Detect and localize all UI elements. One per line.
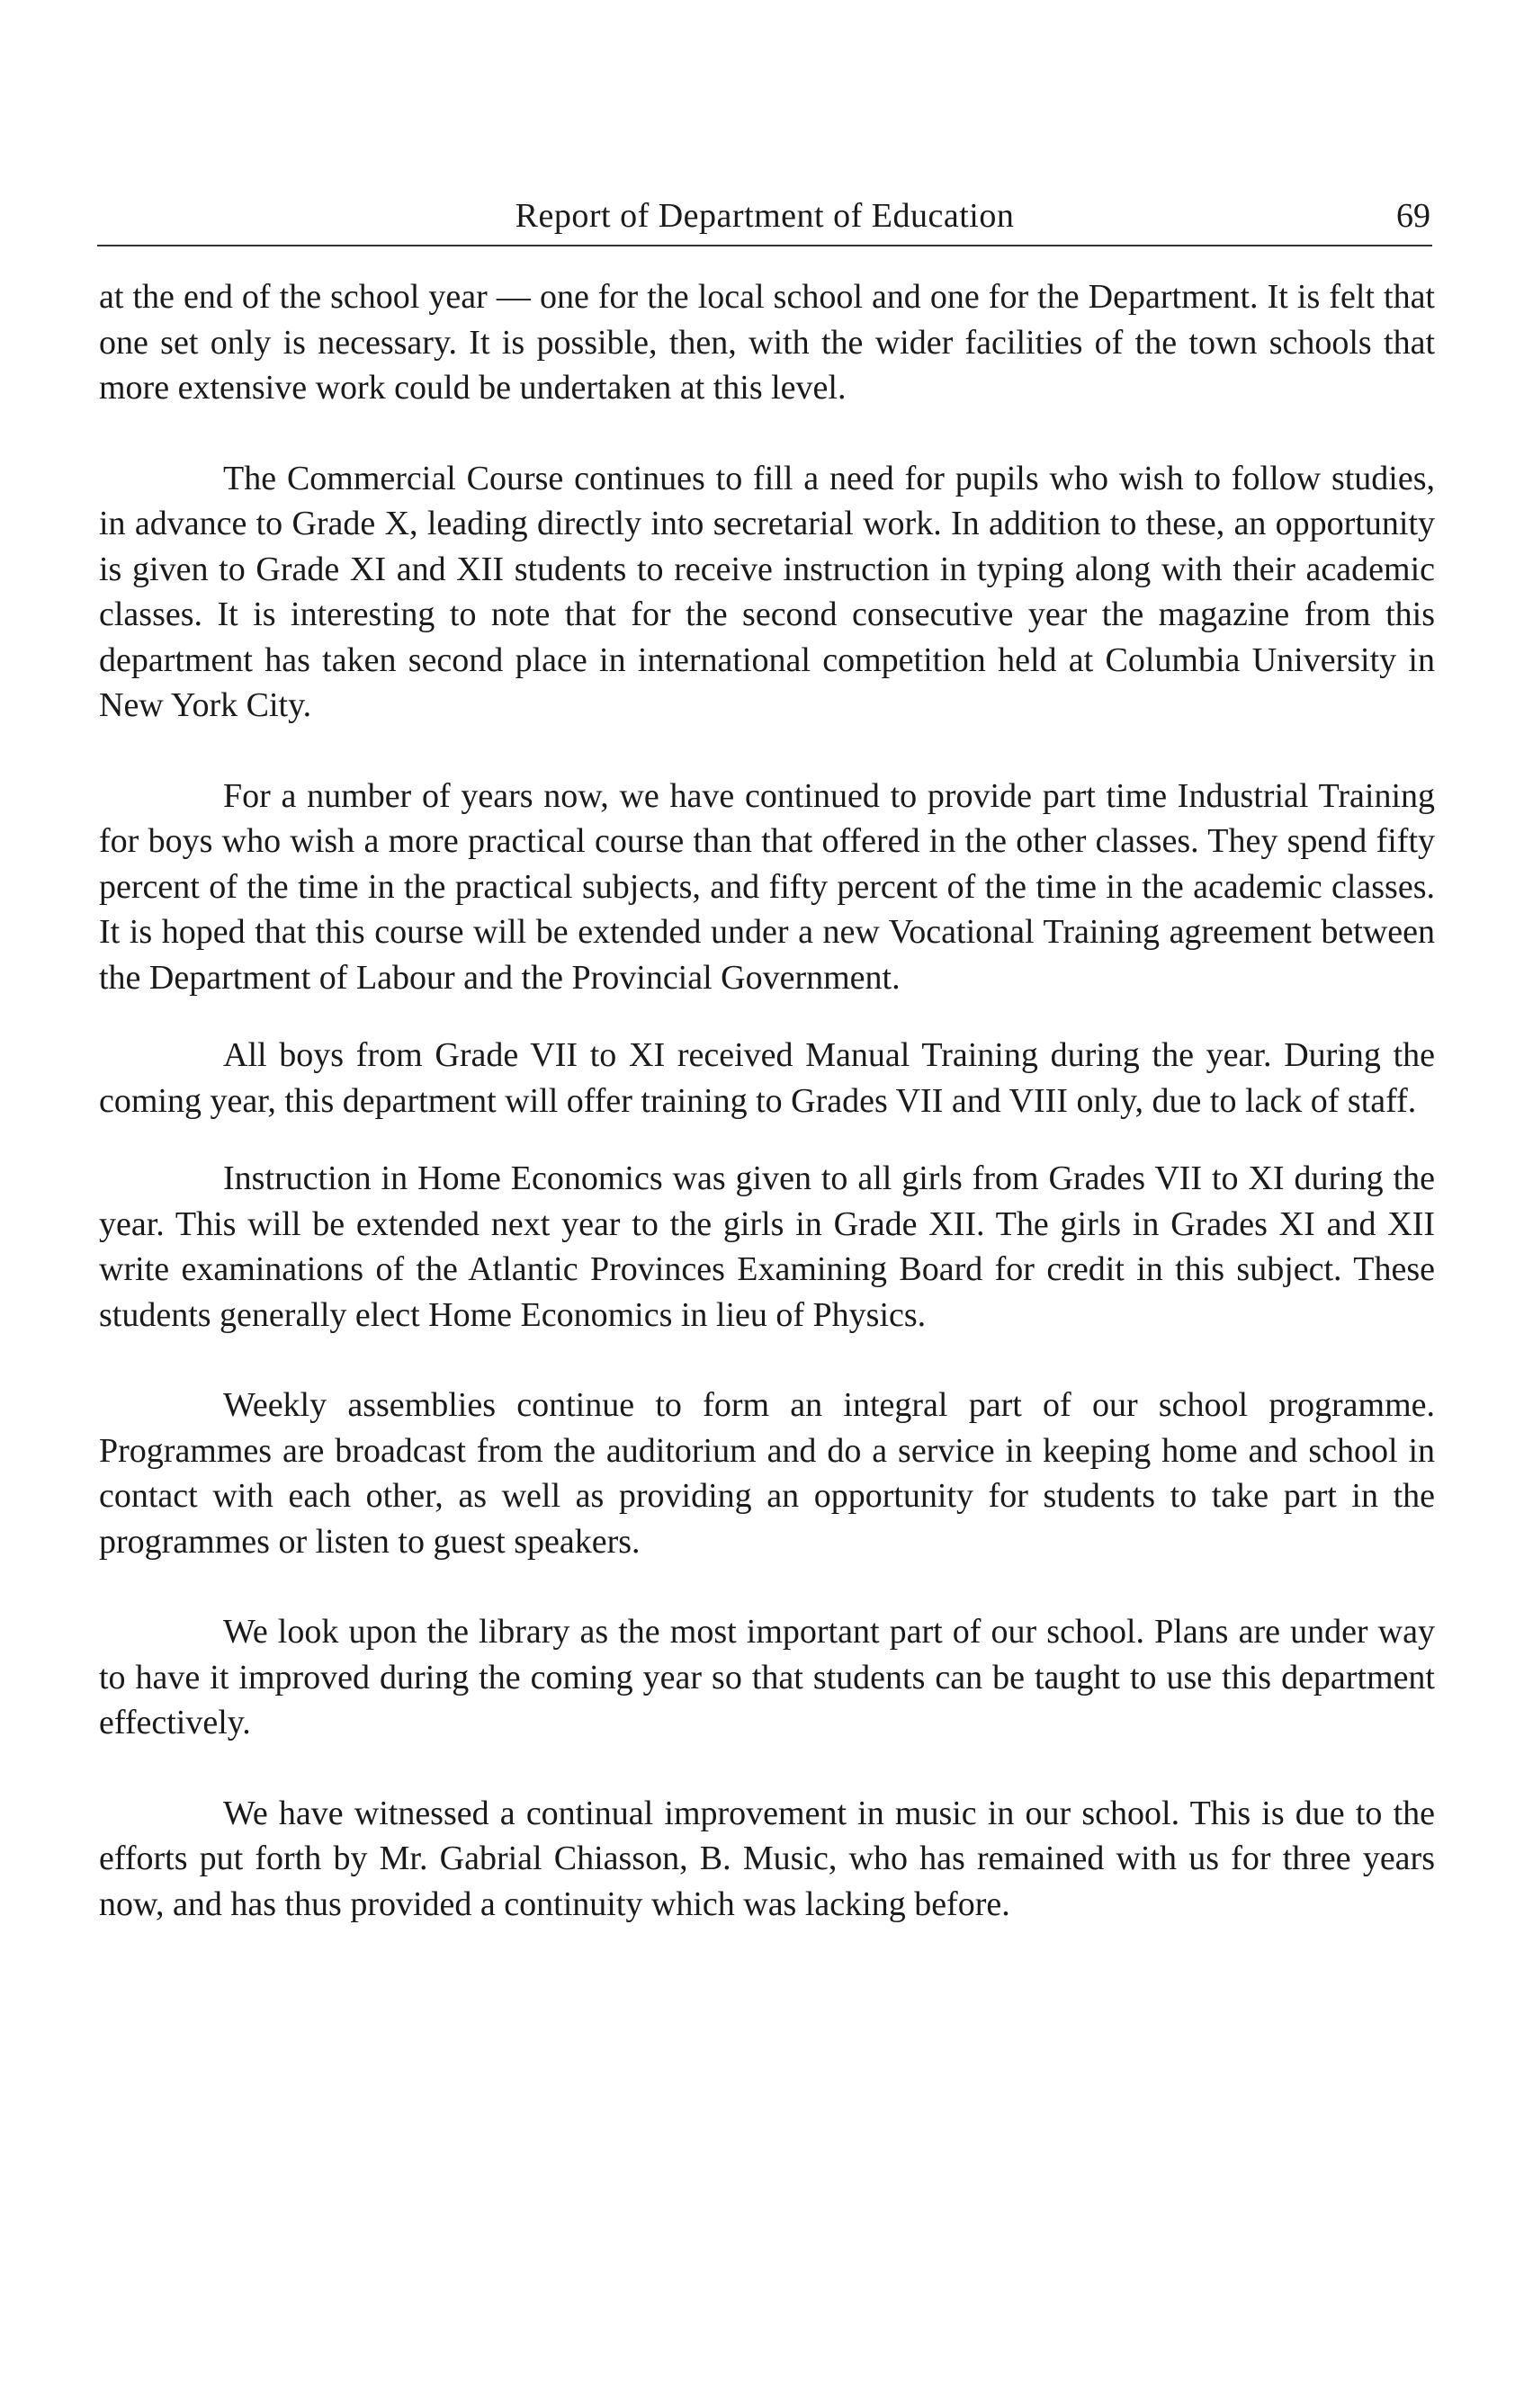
paragraph-library: We look upon the library as the most important part of our school. Plans are under way to have it improved during the coming year so that students can be taught to use this department effectively. <box>99 1613 1435 1741</box>
page-header <box>99 189 1430 243</box>
running-title: Report of Department of Education <box>515 197 1015 235</box>
header-rule <box>97 245 1432 246</box>
paragraph-continuation: at the end of the school year — one for the local school and one for the Department. It is felt that one set only is necessary. It is possible, then, with the wider facilities of the town schools that more extensive work could be undertaken at this level. <box>99 278 1435 407</box>
page-number: 69 <box>1396 197 1430 235</box>
paragraph-weekly-assemblies: Weekly assemblies continue to form an integral part of our school programme. Programmes are broadcast from the auditorium and do a service in keeping home and school in contact with each other, as well as providing an opportunity for students to take part in the programmes or listen to guest speakers. <box>99 1386 1435 1561</box>
paragraph-industrial-training: For a number of years now, we have continued to provide part time Industrial Training for boys who wish a more practical course than that offered in the other classes. They spend fifty percent of the time in the practical subjects, and fifty percent of the time in the academic classes. It is hoped that this course will be extended under a new Vocational Training agreement between the Department of Labour and the Provincial Government. <box>99 776 1435 997</box>
paragraph-music: We have witnessed a continual improvement in music in our school. This is due to the efforts put forth by Mr. Gabrial Chiasson, B. Music, who has remained with us for three years now, and has thus provided a continuity which was lacking before. <box>99 1794 1435 1923</box>
paragraph-manual-training: All boys from Grade VII to XI received Manual Training during the year. During the coming year, this department will offer training to Grades VII and VIII only, due to lack of staff. <box>99 1036 1435 1120</box>
paragraph-commercial-course: The Commercial Course continues to fill a need for pupils who wish to follow studies, in advance to Grade X, leading directly into secretarial work. In addition to these, an opportunity is given to Grade XI and XII students to receive instruction in typing along with their academic classes. It is interesting to note that for the second consecutive year the magazine from this department has taken second place in international competition held at Columbia University in New York City. <box>99 459 1435 724</box>
paragraph-home-economics: Instruction in Home Economics was given to all girls from Grades VII to XI during the year. This will be extended next year to the girls in Grade XII. The girls in Grades XI and XII write examinations of the Atlantic Provinces Examining Board for credit in this subject. These students generally elect Home Economics in lieu of Physics. <box>99 1159 1435 1334</box>
body-text <box>99 274 1435 1972</box>
